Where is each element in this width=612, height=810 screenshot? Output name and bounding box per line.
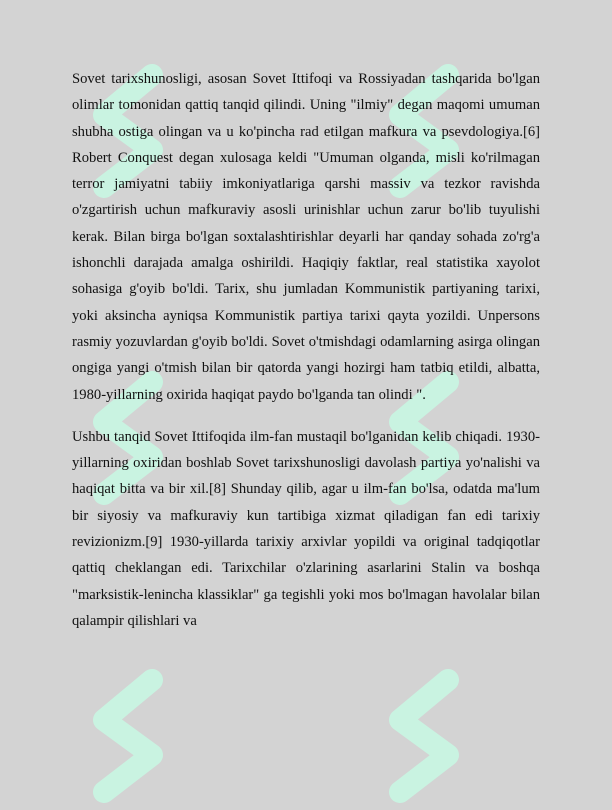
body-text <box>72 66 540 650</box>
watermark-icon <box>82 660 172 810</box>
paragraph-2: Ushbu tanqid Sovet Ittifoqida ilm-fan mustaqil bo'lganidan kelib chiqadi. 1930-yillarning oxiridan boshlab Sovet tarixshunosligi davolash partiya yo'nalishi va haqiqat bitta va bir xil.[8] Shunday qilib, agar u ilm-fan bo'lsa, odatda ma'lum bir siyosiy va mafkuraviy kun tartibiga xizmat qiladigan fan edi tarixiy revizionizm.[9] 1930-yillarda tarixiy arxivlar yopildi va original tadqiqotlar qattiq cheklangan edi. Tarixchilar o'zlarining asarlarini Stalin va boshqa "marksistik-lenincha klassiklar" ga tegishli yoki mos bo'lmagan havolalar bilan qalampir qilishlari va <box>72 428 540 629</box>
watermark-icon <box>378 660 468 810</box>
paragraph-1: Sovet tarixshunosligi, asosan Sovet Ittifoqi va Rossiyadan tashqarida bo'lgan olimlar tomonidan qattiq tanqid qilindi. Uning "ilmiy" degan maqomi umuman shubha ostiga olingan va u ko'pincha rad etilgan mafkura va psevdologiya.[6] Robert Conquest degan xulosaga keldi "Umuman olganda, misli ko'rilmagan terror jamiyatni tabiiy imkoniyatlariga qarshi massiv va tezkor ravishda o'zgartirish uchun mafkuraviy asosli urinishlar uchun zarur bo'lib tuyulishi kerak. Bilan birga bo'lgan soxtalashtirishlar deyarli har qanday sohada zo'rg'a ishonchli darajada amalga oshirildi. Haqiqiy faktlar, real statistika xayolot sohasiga g'oyib bo'ldi. Tarix, shu jumladan Kommunistik partiyaning tarixi, yoki aksincha ayniqsa Kommunistik partiya tarixi qayta yozildi. Unpersons rasmiy yozuvlardan g'oyib bo'ldi. Sovet o'tmishdagi odamlarning asirga olingan ongiga yangi o'tmish bilan bir qatorda yangi hozirgi ham tatbiq etildi, albatta, 1980-yillarning oxirida haqiqat paydo bo'lganda tan olindi ". <box>72 71 540 403</box>
